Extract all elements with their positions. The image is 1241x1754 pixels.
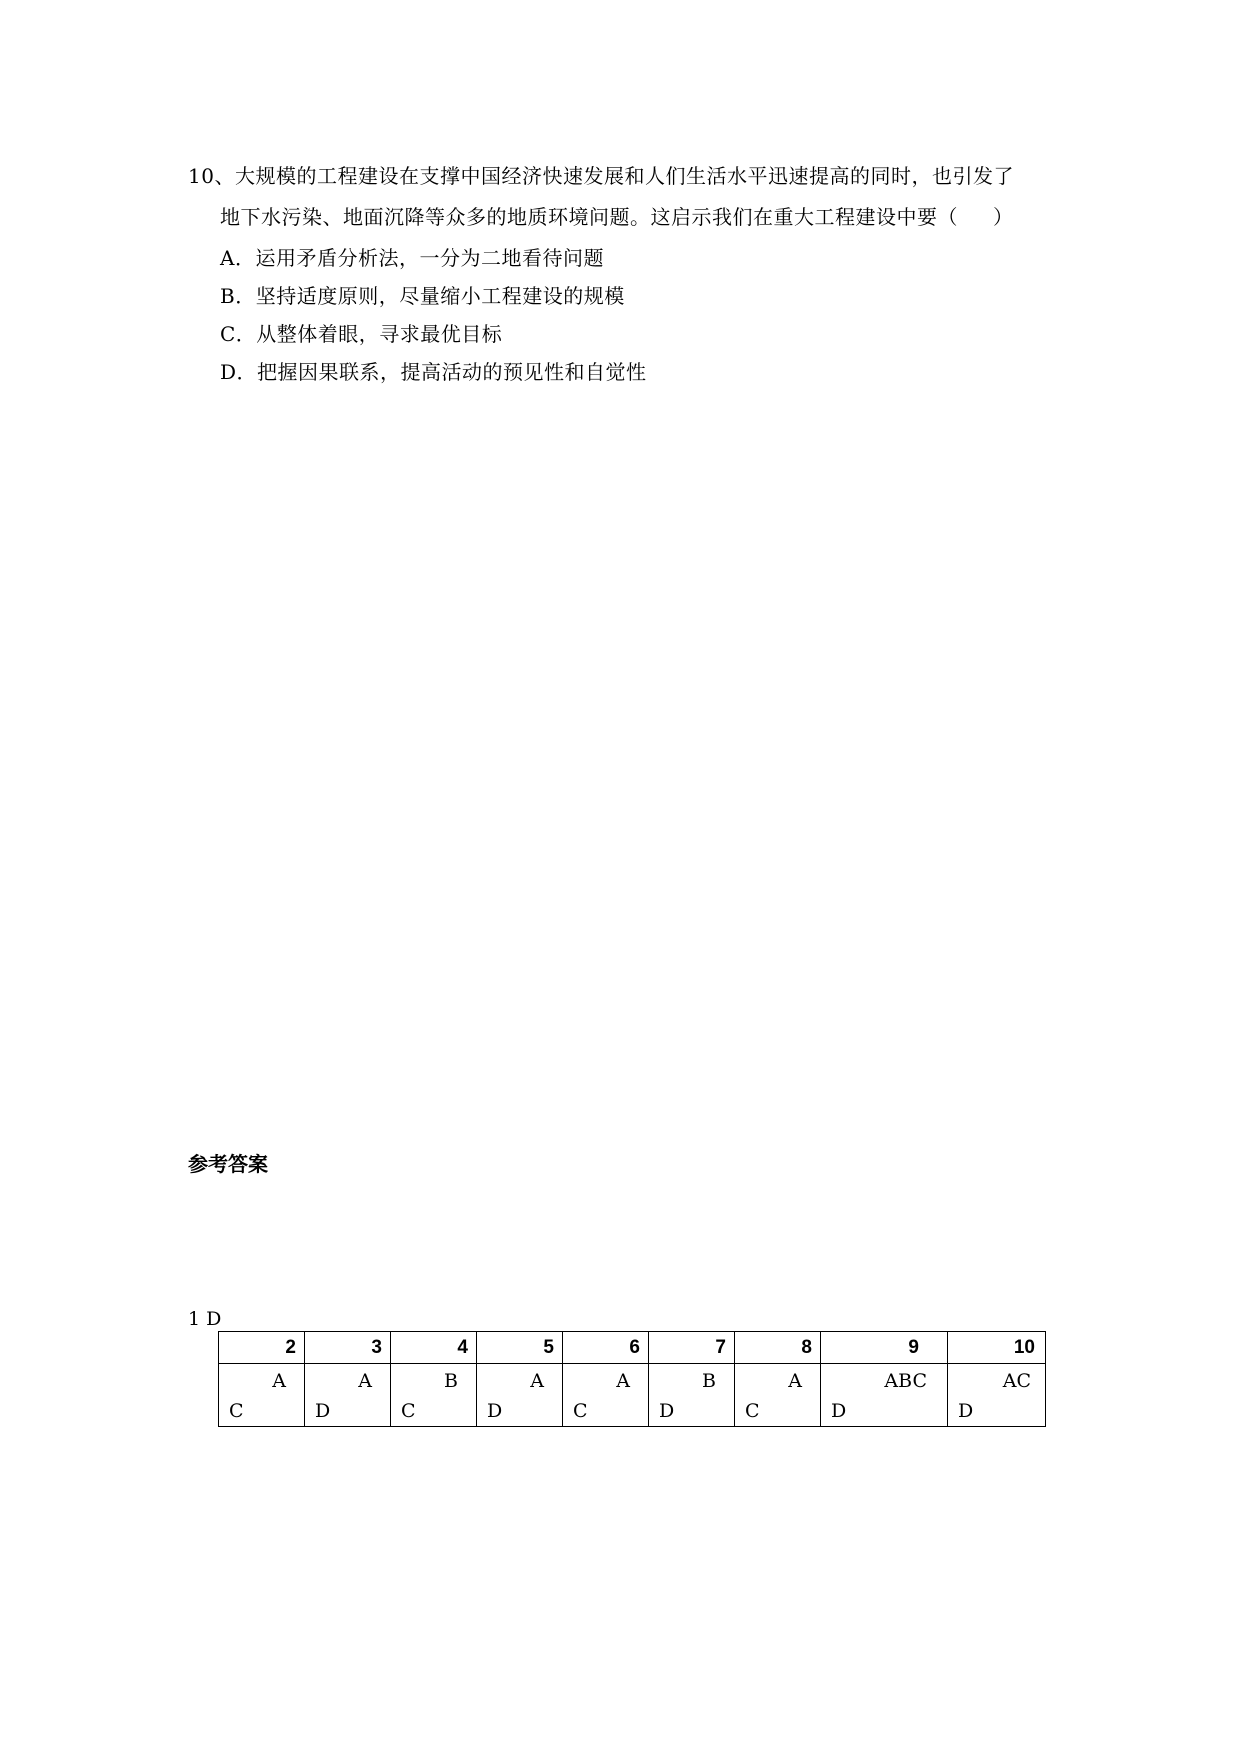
header-cell: 10	[948, 1332, 1046, 1364]
answer-cell	[821, 1364, 948, 1427]
answer-bottom: C	[401, 1400, 416, 1422]
answer-top: B	[444, 1370, 458, 1392]
header-cell: 4	[391, 1332, 477, 1364]
header-cell: 8	[735, 1332, 821, 1364]
header-cell: 3	[305, 1332, 391, 1364]
option-c: C．从整体着眼，寻求最优目标	[220, 322, 503, 346]
answer-table	[218, 1331, 1046, 1427]
answer-bottom: D	[958, 1400, 974, 1422]
answer-table-header-row	[219, 1332, 1046, 1364]
header-cell: 9	[821, 1332, 948, 1364]
answer-top: A	[358, 1370, 372, 1392]
answer-1: 1 D	[188, 1308, 222, 1330]
answer-cell	[477, 1364, 563, 1427]
question-text-line1: 10、大规模的工程建设在支撑中国经济快速发展和人们生活水平迅速提高的同时，也引发了	[188, 164, 1014, 188]
answer-section-title: 参考答案	[188, 1152, 268, 1176]
answer-cell	[563, 1364, 649, 1427]
option-d: D．把握因果联系，提高活动的预见性和自觉性	[220, 360, 647, 384]
answer-table-value-row	[219, 1364, 1046, 1427]
answer-bottom: D	[659, 1400, 675, 1422]
answer-top: ABC	[884, 1370, 927, 1392]
answer-cell	[735, 1364, 821, 1427]
answer-cell	[649, 1364, 735, 1427]
answer-blank-close: ）	[993, 205, 1014, 229]
answer-top: AC	[1002, 1370, 1031, 1392]
question-text-line2: 地下水污染、地面沉降等众多的地质环境问题。这启示我们在重大工程建设中要（	[220, 205, 958, 229]
answer-top: A	[616, 1370, 630, 1392]
answer-top: A	[788, 1370, 802, 1392]
answer-cell	[305, 1364, 391, 1427]
answer-cell	[948, 1364, 1046, 1427]
header-cell: 2	[219, 1332, 305, 1364]
answer-bottom: D	[487, 1400, 503, 1422]
header-cell: 6	[563, 1332, 649, 1364]
option-a: A．运用矛盾分析法，一分为二地看待问题	[220, 246, 604, 270]
header-cell: 5	[477, 1332, 563, 1364]
answer-bottom: C	[573, 1400, 588, 1422]
answer-bottom: D	[831, 1400, 847, 1422]
answer-bottom: C	[229, 1400, 244, 1422]
answer-cell	[391, 1364, 477, 1427]
answer-bottom: D	[315, 1400, 331, 1422]
answer-cell	[219, 1364, 305, 1427]
option-b: B．坚持适度原则，尽量缩小工程建设的规模	[220, 284, 625, 308]
answer-top: A	[272, 1370, 286, 1392]
answer-bottom: C	[745, 1400, 760, 1422]
answer-top: B	[702, 1370, 716, 1392]
header-cell: 7	[649, 1332, 735, 1364]
answer-top: A	[530, 1370, 544, 1392]
